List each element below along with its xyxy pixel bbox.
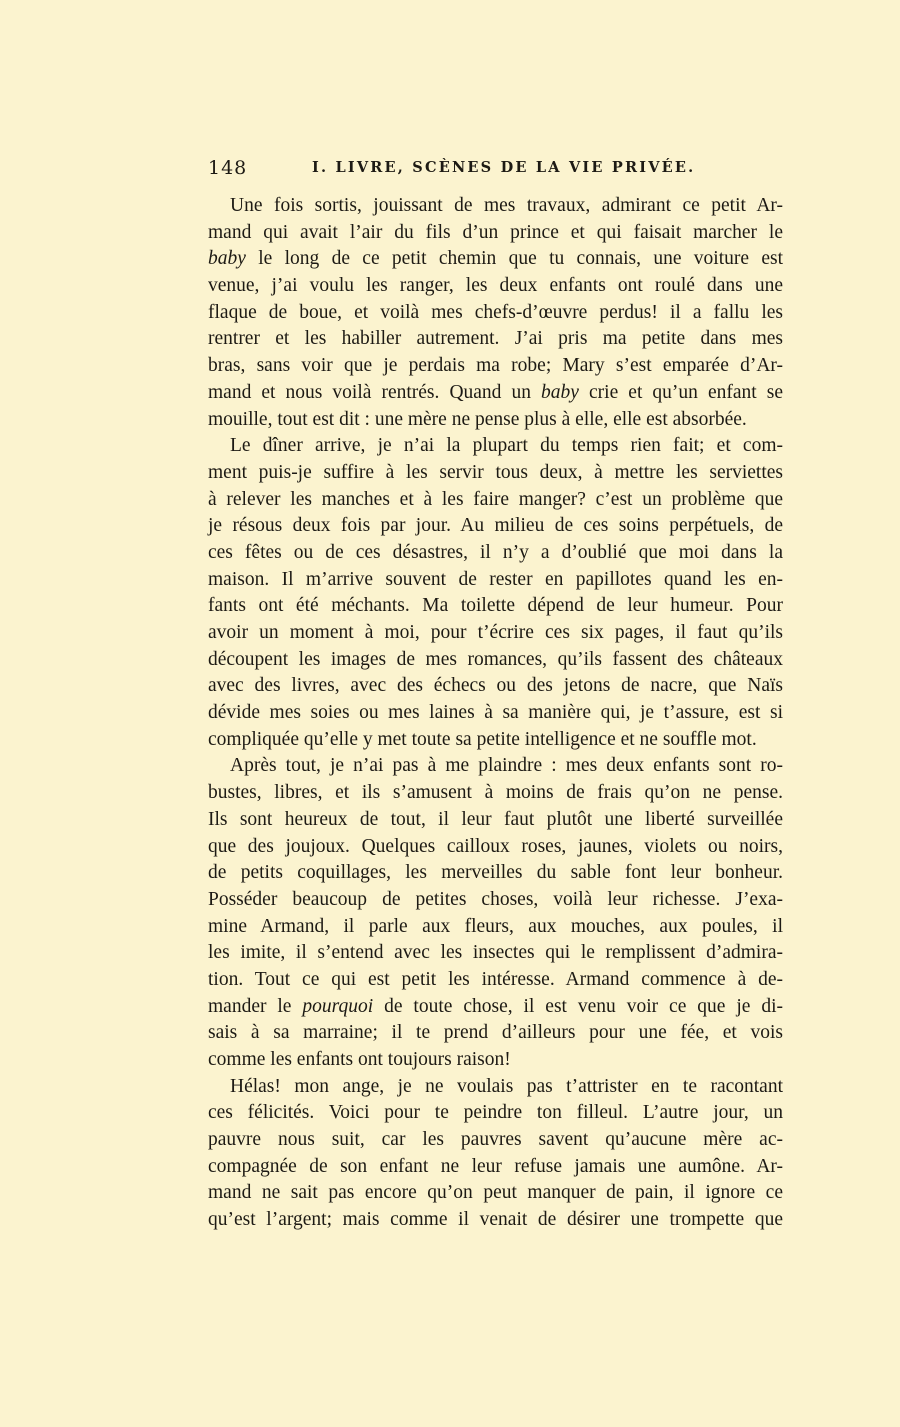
text-line bbox=[208, 540, 783, 567]
text-line bbox=[208, 300, 783, 327]
text-line bbox=[208, 246, 783, 273]
italic-word: baby bbox=[208, 248, 246, 270]
text-segment: Posséder beaucoup de petites choses, voilà leur richesse. J’exa- bbox=[208, 888, 783, 910]
paragraph bbox=[208, 433, 783, 753]
text-line bbox=[208, 487, 783, 514]
text-line bbox=[208, 1100, 783, 1127]
text-segment: les imite, il s’entend avec les insectes qui le remplissent d’admira- bbox=[208, 942, 783, 964]
text-line bbox=[208, 967, 783, 994]
text-segment: mander le bbox=[208, 995, 303, 1017]
text-line bbox=[208, 460, 783, 487]
text-segment: de petits coquillages, les merveilles du sable font leur bonheur. bbox=[208, 862, 783, 884]
text-segment: sais à sa marraine; il te prend d’ailleurs pour une fée, et vois bbox=[208, 1022, 783, 1044]
text-segment: ces félicités. Voici pour te peindre ton filleul. L’autre jour, un bbox=[208, 1102, 783, 1124]
text-segment: qu’est l’argent; mais comme il venait de désirer une trompette que bbox=[208, 1209, 783, 1231]
paragraph bbox=[208, 193, 783, 433]
text-line bbox=[208, 567, 783, 594]
text-segment: le long de ce petit chemin que tu connais, une voiture est bbox=[245, 248, 783, 270]
text-segment: crie et qu’un enfant se bbox=[578, 381, 783, 403]
text-line bbox=[208, 807, 783, 834]
italic-word: baby bbox=[541, 381, 579, 403]
text-segment: Le dîner arrive, je n’ai la plupart du temps rien fait; et com- bbox=[230, 435, 783, 457]
paragraph bbox=[208, 753, 783, 1073]
text-segment: découpent les images de mes romances, qu’ils fassent des châteaux bbox=[208, 648, 783, 670]
text-line bbox=[208, 1047, 783, 1074]
text-line bbox=[208, 940, 783, 967]
text-segment: que des joujoux. Quelques cailloux roses, jaunes, violets ou noirs, bbox=[208, 835, 783, 857]
text-segment: tion. Tout ce qui est petit les intéresse. Armand commence à de- bbox=[208, 968, 783, 990]
text-line bbox=[208, 593, 783, 620]
text-line bbox=[208, 887, 783, 914]
text-line bbox=[208, 353, 783, 380]
text-line bbox=[208, 994, 783, 1021]
text-segment: venue, j’ai voulu les ranger, les deux enfants ont roulé dans une bbox=[208, 275, 783, 297]
text-segment: Hélas! mon ange, je ne voulais pas t’attrister en te racontant bbox=[230, 1075, 783, 1097]
text-segment: dévide mes soies ou mes laines à sa manière qui, je t’assure, est si bbox=[208, 702, 783, 724]
text-segment: flaque de boue, et voilà mes chefs-d’œuvre perdus! il a fallu les bbox=[208, 301, 783, 323]
text-line bbox=[208, 407, 783, 434]
text-line bbox=[208, 1074, 783, 1101]
text-segment: compagnée de son enfant ne leur refuse jamais une aumône. Ar- bbox=[208, 1155, 783, 1177]
text-line bbox=[208, 727, 783, 754]
text-line bbox=[208, 780, 783, 807]
text-line bbox=[208, 834, 783, 861]
text-line bbox=[208, 860, 783, 887]
text-line bbox=[208, 193, 783, 220]
paragraph bbox=[208, 1074, 783, 1234]
running-header bbox=[208, 157, 783, 183]
text-line bbox=[208, 647, 783, 674]
text-line bbox=[208, 1154, 783, 1181]
text-line bbox=[208, 1180, 783, 1207]
text-line bbox=[208, 513, 783, 540]
italic-word: pourquoi bbox=[302, 995, 374, 1017]
text-segment: Après tout, je n’ai pas à me plaindre : mes deux enfants sont ro- bbox=[230, 755, 783, 777]
text-segment: pauvre nous suit, car les pauvres savent qu’aucune mère ac- bbox=[208, 1129, 783, 1151]
page-number: 148 bbox=[208, 157, 248, 179]
text-segment: mand et nous voilà rentrés. Quand un bbox=[208, 381, 542, 403]
text-line bbox=[208, 673, 783, 700]
text-segment: fants ont été méchants. Ma toilette dépend de leur humeur. Pour bbox=[208, 595, 783, 617]
text-segment: compliquée qu’elle y met toute sa petite intelligence et ne souffle mot. bbox=[208, 728, 757, 750]
text-segment: Ils sont heureux de tout, il leur faut plutôt une liberté surveillée bbox=[208, 808, 783, 830]
text-segment: rentrer et les habiller autrement. J’ai pris ma petite dans mes bbox=[208, 328, 783, 350]
text-line bbox=[208, 700, 783, 727]
text-line bbox=[208, 380, 783, 407]
page-body-text bbox=[208, 193, 783, 1234]
text-segment: de toute chose, il est venu voir ce que je di- bbox=[373, 995, 783, 1017]
text-segment: ces fêtes ou de ces désastres, il n’y a d’oublié que moi dans la bbox=[208, 541, 783, 563]
text-line bbox=[208, 1207, 783, 1234]
text-segment: ment puis-je suffire à les servir tous deux, à mettre les serviettes bbox=[208, 461, 783, 483]
text-line bbox=[208, 1127, 783, 1154]
text-line bbox=[208, 326, 783, 353]
text-segment: mouille, tout est dit : une mère ne pense plus à elle, elle est absorbée. bbox=[208, 408, 747, 430]
text-line bbox=[208, 273, 783, 300]
running-title: I. LIVRE, SCÈNES DE LA VIE PRIVÉE. bbox=[312, 159, 696, 176]
text-segment: avec des livres, avec des échecs ou des jetons de nacre, que Naïs bbox=[208, 675, 783, 697]
text-segment: à relever les manches et à les faire manger? c’est un problème que bbox=[208, 488, 783, 510]
text-segment: maison. Il m’arrive souvent de rester en papillotes quand les en- bbox=[208, 568, 783, 590]
text-segment: mand ne sait pas encore qu’on peut manquer de pain, il ignore ce bbox=[208, 1182, 783, 1204]
text-line bbox=[208, 620, 783, 647]
text-line bbox=[208, 220, 783, 247]
text-segment: avoir un moment à moi, pour t’écrire ces six pages, il faut qu’ils bbox=[208, 622, 783, 643]
text-segment: mine Armand, il parle aux fleurs, aux mouches, aux poules, il bbox=[208, 915, 783, 937]
text-line bbox=[208, 1020, 783, 1047]
text-line bbox=[208, 433, 783, 460]
text-segment: je résous deux fois par jour. Au milieu de ces soins perpétuels, de bbox=[208, 515, 783, 537]
text-line bbox=[208, 753, 783, 780]
text-segment: comme les enfants ont toujours raison! bbox=[208, 1049, 511, 1070]
text-segment: bustes, libres, et ils s’amusent à moins de frais qu’on ne pense. bbox=[208, 782, 783, 804]
text-segment: mand qui avait l’air du fils d’un prince et qui faisait marcher le bbox=[208, 221, 783, 243]
text-segment: bras, sans voir que je perdais ma robe; Mary s’est emparée d’Ar- bbox=[208, 355, 783, 377]
text-segment: Une fois sortis, jouissant de mes travaux, admirant ce petit Ar- bbox=[230, 195, 783, 216]
text-line bbox=[208, 914, 783, 941]
